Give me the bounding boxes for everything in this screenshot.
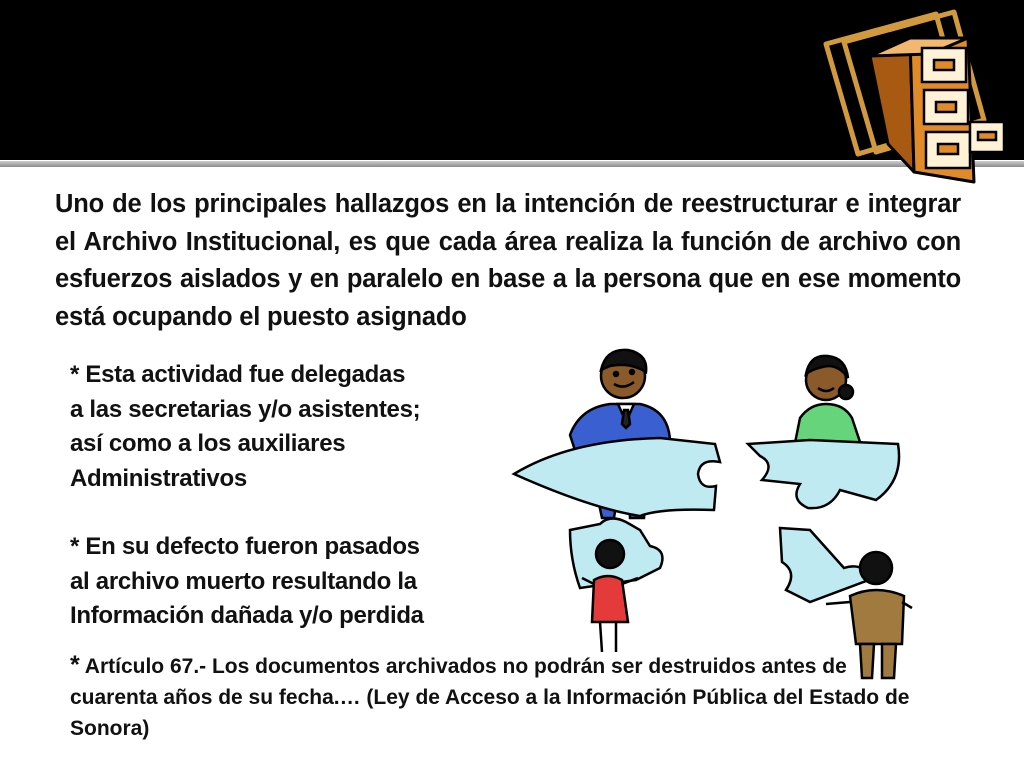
file-cabinet-icon [818, 4, 1008, 188]
puzzle-piece-blue-left [514, 438, 720, 516]
puzzle-piece-blue-right [748, 440, 899, 508]
people-puzzle-illustration [510, 340, 940, 690]
bullet-dead-archive: * En su defecto fueron pasados al archivo muerto resultando la Información dañada y/o perdida [70, 533, 424, 629]
woman-green-blouse [794, 356, 862, 448]
legal-text: Artículo 67.- Los documentos archivados no podrán ser destruidos antes de cuarenta años de su fecha.… (Ley de Acceso a la Información Pública del Estado de Sonora) [70, 655, 910, 740]
intro-paragraph: Uno de los principales hallazgos en la intención de reestructurar e integrar el Archivo Institucional, es que cada área realiza la función de archivo con esfuerzos aislados y en paralelo en base a la persona que en ese momento está ocupando el puesto asignado [55, 190, 961, 331]
bullet-delegated: * Esta actividad fue delegadas a las secretarias y/o asistentes; así como a los auxiliares Administrativos [70, 361, 421, 492]
legal-star: * [70, 651, 80, 679]
